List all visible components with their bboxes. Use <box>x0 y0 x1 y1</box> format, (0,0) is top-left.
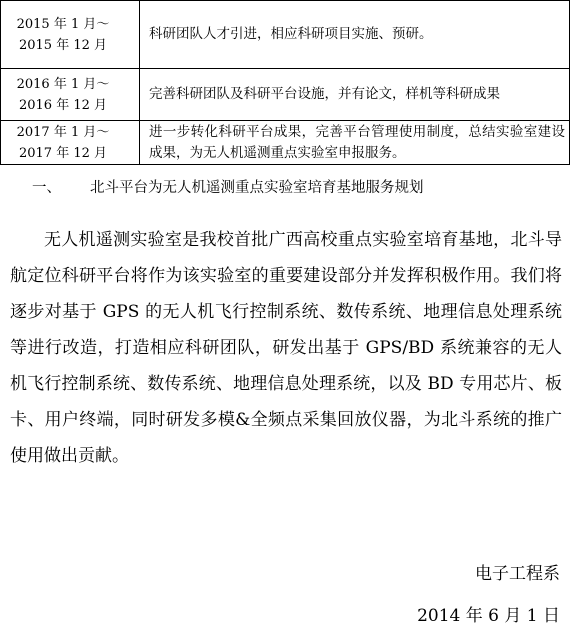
schedule-table <box>0 0 570 165</box>
section-heading <box>32 176 424 200</box>
schedule-date-end: 2017 年 12 月 <box>18 145 108 161</box>
section-number: 一、 <box>32 180 61 196</box>
schedule-date-end: 2015 年 12 月 <box>18 37 108 53</box>
section-title: 北斗平台为无人机遥测重点实验室培育基地服务规划 <box>90 180 424 196</box>
schedule-row <box>1 1 570 69</box>
schedule-row <box>1 69 570 121</box>
schedule-date-cell <box>1 121 140 165</box>
schedule-content-cell: 进一步转化科研平台成果，完善平台管理使用制度，总结实验室建设成果，为无人机遥测重点实验室申报服务。 <box>140 121 570 165</box>
schedule-date-start: 2015 年 1 月～ <box>16 16 110 32</box>
schedule-content-cell: 科研团队人才引进，相应科研项目实施、预研。 <box>140 1 570 69</box>
schedule-date-start: 2016 年 1 月～ <box>16 76 110 92</box>
signature-organization: 电子工程系 <box>475 564 560 584</box>
schedule-date-end: 2016 年 12 月 <box>18 97 108 113</box>
schedule-date-start: 2017 年 1 月～ <box>16 124 110 140</box>
signature-date: 2014 年 6 月 1 日 <box>417 606 560 626</box>
schedule-date-cell <box>1 1 140 69</box>
schedule-date-cell <box>1 69 140 121</box>
schedule-content-cell: 完善科研团队及科研平台设施，并有论文，样机等科研成果 <box>140 69 570 121</box>
body-paragraph: 无人机遥测实验室是我校首批广西高校重点实验室培育基地，北斗导航定位科研平台将作为该实验室的重要建设部分并发挥积极作用。我们将逐步对基于 GPS 的无人机飞行控制系统、数传系统、地理信息处理系统等进行改造，打造相应科研团队，研发出基于 GPS/BD 系统兼容的无人机飞行控制系统、数传系统、地理信息处理系统，以及 BD 专用芯片、板卡、用户终端，同时研发多模&全频点采集回放仪器，为北斗系统的推广使用做出贡献。 <box>10 230 562 466</box>
schedule-row <box>1 121 570 165</box>
